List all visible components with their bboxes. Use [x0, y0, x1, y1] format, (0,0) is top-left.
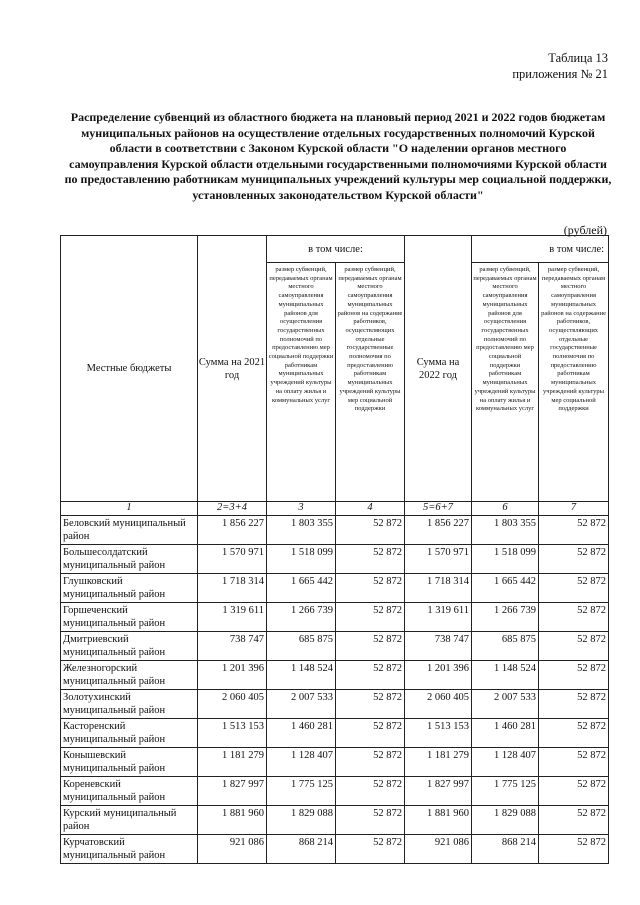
amount-cell: 52 872: [539, 835, 609, 864]
amount-cell: 1 128 407: [472, 748, 539, 777]
header-housing-2022: размер субвенций, передаваемых органам местного самоуправления муниципальных районов для осуществления государственных полномочий по предоставлению мер социальной поддержки работникам муниципальных учреждений культуры на оплату жилья и коммунальных услуг: [472, 263, 539, 502]
amount-cell: 52 872: [336, 777, 405, 806]
column-number: 3: [267, 502, 336, 516]
amount-cell: 685 875: [267, 632, 336, 661]
table-number-caption: Таблица 13: [548, 51, 608, 65]
amount-cell: 1 570 971: [405, 545, 472, 574]
district-name: Глушковский муниципальный район: [61, 574, 198, 603]
amount-cell: 868 214: [472, 835, 539, 864]
district-name: Конышевский муниципальный район: [61, 748, 198, 777]
amount-cell: 1 856 227: [405, 516, 472, 545]
header-support-2022: размер субвенций, передаваемых органам местного самоуправления муниципальных районов на содержание работников, осуществляющих отдельные государственные полномочия по предоставлению работникам муниципальных учреждений культуры мер социальной поддержки: [539, 263, 609, 502]
district-name: Большесолдатский муниципальный район: [61, 545, 198, 574]
amount-cell: 52 872: [336, 574, 405, 603]
column-number: 6: [472, 502, 539, 516]
amount-cell: 52 872: [336, 661, 405, 690]
district-name: Золотухинский муниципальный район: [61, 690, 198, 719]
column-number: 5=6+7: [405, 502, 472, 516]
amount-cell: 921 086: [198, 835, 267, 864]
amount-cell: 52 872: [336, 690, 405, 719]
amount-cell: 52 872: [336, 603, 405, 632]
amount-cell: 1 856 227: [198, 516, 267, 545]
header-sum-2022: Сумма на 2022 год: [405, 236, 472, 502]
table-row: [61, 603, 609, 632]
amount-cell: 1 570 971: [198, 545, 267, 574]
amount-cell: 1 266 739: [472, 603, 539, 632]
table-row: [61, 516, 609, 545]
district-name: Дмитриевский муниципальный район: [61, 632, 198, 661]
header-including-2022: в том числе:: [472, 236, 609, 263]
table-row: [61, 835, 609, 864]
amount-cell: 1 181 279: [405, 748, 472, 777]
amount-cell: 52 872: [336, 806, 405, 835]
table-row: [61, 574, 609, 603]
amount-cell: 52 872: [336, 719, 405, 748]
amount-cell: 1 460 281: [267, 719, 336, 748]
header-including-2021: в том числе:: [267, 236, 405, 263]
units-label: (рублей): [563, 223, 607, 237]
amount-cell: 1 319 611: [405, 603, 472, 632]
district-name: Горшеченский муниципальный район: [61, 603, 198, 632]
amount-cell: 52 872: [539, 632, 609, 661]
amount-cell: 1 775 125: [472, 777, 539, 806]
amount-cell: 1 518 099: [267, 545, 336, 574]
amount-cell: 868 214: [267, 835, 336, 864]
amount-cell: 52 872: [336, 545, 405, 574]
district-name: Курчатовский муниципальный район: [61, 835, 198, 864]
amount-cell: 1 718 314: [198, 574, 267, 603]
appendix-caption: приложения № 21: [512, 67, 608, 81]
amount-cell: 52 872: [336, 748, 405, 777]
column-number: 2=3+4: [198, 502, 267, 516]
district-name: Курский муниципальный район: [61, 806, 198, 835]
district-name: Кореневский муниципальный район: [61, 777, 198, 806]
amount-cell: 1 829 088: [472, 806, 539, 835]
amount-cell: 52 872: [336, 632, 405, 661]
column-number: 1: [61, 502, 198, 516]
amount-cell: 1 513 153: [405, 719, 472, 748]
amount-cell: 738 747: [198, 632, 267, 661]
amount-cell: 685 875: [472, 632, 539, 661]
amount-cell: 1 319 611: [198, 603, 267, 632]
amount-cell: 2 007 533: [472, 690, 539, 719]
amount-cell: 1 518 099: [472, 545, 539, 574]
amount-cell: 2 060 405: [405, 690, 472, 719]
table-row: [61, 806, 609, 835]
amount-cell: 1 881 960: [405, 806, 472, 835]
amount-cell: 1 718 314: [405, 574, 472, 603]
district-name: Беловский муниципальный район: [61, 516, 198, 545]
amount-cell: 1 665 442: [267, 574, 336, 603]
amount-cell: 52 872: [539, 806, 609, 835]
amount-cell: 52 872: [539, 661, 609, 690]
amount-cell: 921 086: [405, 835, 472, 864]
header-support-2021: размер субвенций, передаваемых органам местного самоуправления муниципальных районов на содержание работников, осуществляющих отдельные государственные полномочия по предоставлению работникам муниципальных учреждений культуры мер социальной поддержки: [336, 263, 405, 502]
amount-cell: 52 872: [539, 545, 609, 574]
amount-cell: 738 747: [405, 632, 472, 661]
amount-cell: 1 803 355: [267, 516, 336, 545]
table-row: [61, 777, 609, 806]
amount-cell: 1 201 396: [198, 661, 267, 690]
amount-cell: 52 872: [539, 777, 609, 806]
amount-cell: 52 872: [539, 516, 609, 545]
amount-cell: 52 872: [539, 690, 609, 719]
district-name: Касторенский муниципальный район: [61, 719, 198, 748]
amount-cell: 1 827 997: [198, 777, 267, 806]
amount-cell: 1 128 407: [267, 748, 336, 777]
header-local-budgets: Местные бюджеты: [61, 236, 198, 502]
amount-cell: 52 872: [539, 748, 609, 777]
amount-cell: 1 460 281: [472, 719, 539, 748]
header-housing-2021: размер субвенций, передаваемых органам местного самоуправления муниципальных районов для осуществления государственных полномочий по предоставлению мер социальной поддержки работникам муниципальных учреждений культуры на оплату жилья и коммунальных услуг: [267, 263, 336, 502]
amount-cell: 1 148 524: [267, 661, 336, 690]
amount-cell: 52 872: [539, 719, 609, 748]
amount-cell: 1 148 524: [472, 661, 539, 690]
amount-cell: 52 872: [539, 603, 609, 632]
amount-cell: 1 803 355: [472, 516, 539, 545]
amount-cell: 2 060 405: [198, 690, 267, 719]
column-number-row: [61, 502, 609, 516]
amount-cell: 2 007 533: [267, 690, 336, 719]
amount-cell: 52 872: [336, 516, 405, 545]
amount-cell: 1 513 153: [198, 719, 267, 748]
header-sum-2021: Сумма на 2021 год: [198, 236, 267, 502]
table-row: [61, 719, 609, 748]
table-row: [61, 545, 609, 574]
amount-cell: 1 827 997: [405, 777, 472, 806]
column-number: 7: [539, 502, 609, 516]
document-title: Распределение субвенций из областного бюджета на плановый период 2021 и 2022 годов бюджетам муниципальных районов на осуществление отдельных государственных полномочий Курской области в соответствии с Законом Курской области "О наделении органов местного самоуправления Курской области отдельными государственными полномочиями Курской области по предоставлению работникам муниципальных учреждений культуры мер социальной поддержки, установленных законодательством Курской области": [64, 110, 612, 202]
district-name: Железногорский муниципальный район: [61, 661, 198, 690]
table-row: [61, 690, 609, 719]
amount-cell: 1 181 279: [198, 748, 267, 777]
amount-cell: 1 775 125: [267, 777, 336, 806]
amount-cell: 1 665 442: [472, 574, 539, 603]
subsidy-table: [60, 235, 609, 864]
amount-cell: 1 266 739: [267, 603, 336, 632]
amount-cell: 1 881 960: [198, 806, 267, 835]
table-row: [61, 748, 609, 777]
amount-cell: 52 872: [539, 574, 609, 603]
amount-cell: 1 201 396: [405, 661, 472, 690]
amount-cell: 1 829 088: [267, 806, 336, 835]
amount-cell: 52 872: [336, 835, 405, 864]
table-row: [61, 632, 609, 661]
column-number: 4: [336, 502, 405, 516]
table-row: [61, 661, 609, 690]
